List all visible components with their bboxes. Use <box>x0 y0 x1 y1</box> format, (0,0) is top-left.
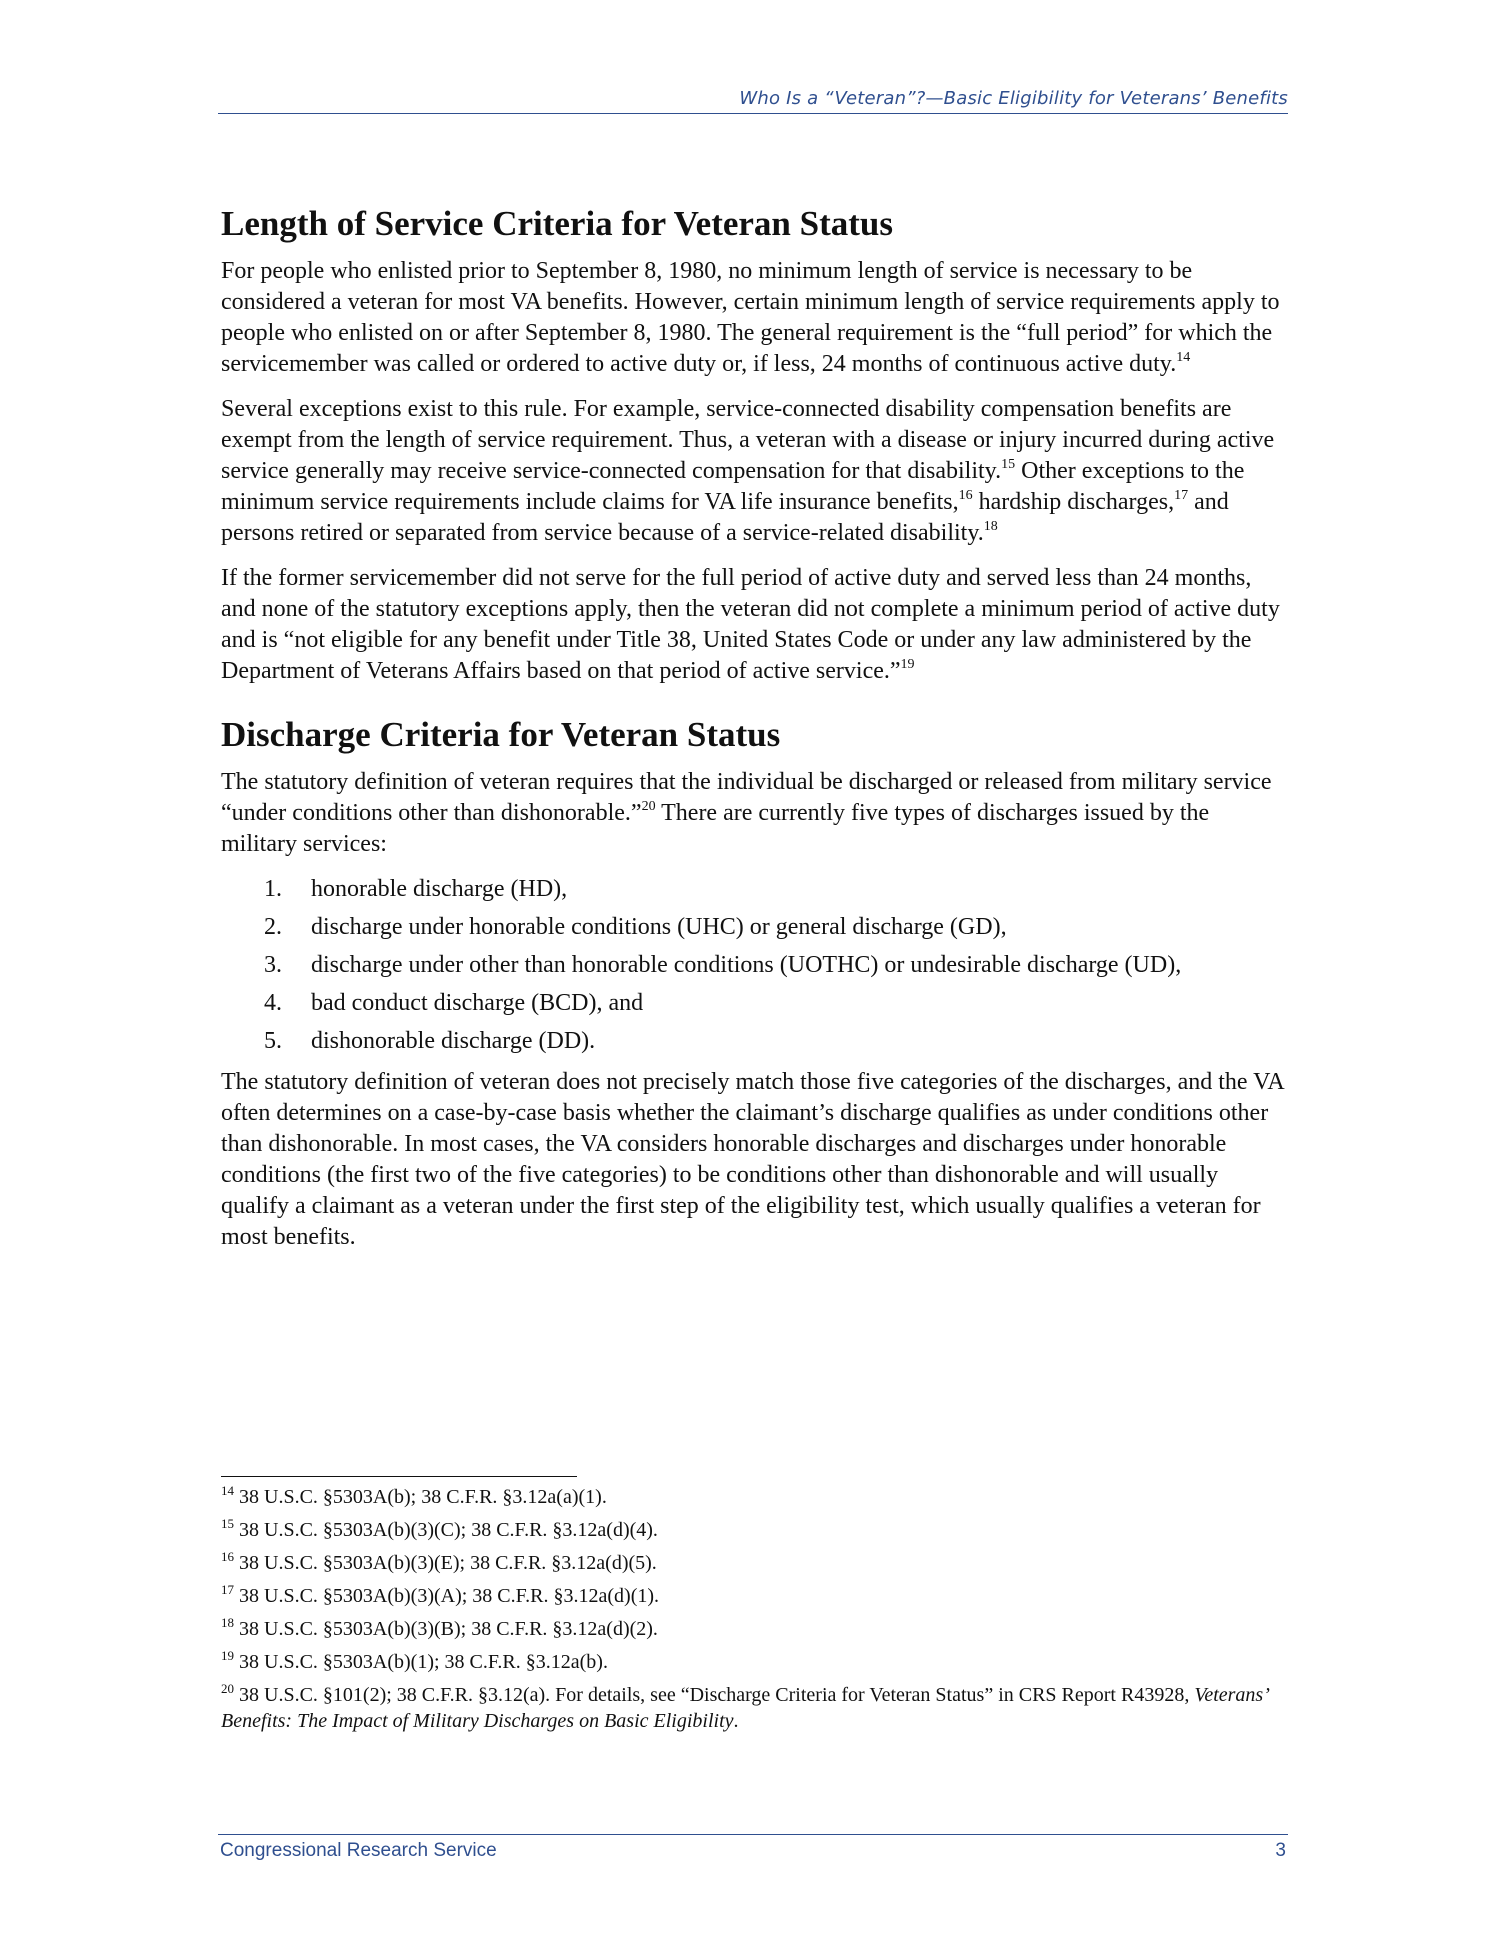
footnote-separator <box>221 1476 577 1477</box>
footnote: $^{18}$ 38 U.S.C. §5303A(b)(3)(B); 38 C.F.R. §3.12a(d)(2). <box>221 1615 658 1640</box>
footnote: $^{17}$ 38 U.S.C. §5303A(b)(3)(A); 38 C.F.R. §3.12a(d)(1). <box>221 1582 660 1607</box>
section-heading-length-of-service: Length of Service Criteria for Veteran Status <box>221 204 894 243</box>
header-rule <box>218 113 1288 114</box>
report-title-link[interactable]: Veterans’ Benefits: The Impact of Military Discharges on Basic Eligibility <box>221 1684 1268 1732</box>
section-heading-discharge-criteria: Discharge Criteria for Veteran Status <box>221 715 781 754</box>
footnote-ref[interactable]: 14 <box>1176 350 1191 365</box>
list-item: 4. bad conduct discharge (BCD), and <box>264 990 644 1016</box>
list-item: 3. discharge under other than honorable conditions (UOTHC) or undesirable discharge (UD), <box>264 952 1182 978</box>
footnote: $^{15}$ 38 U.S.C. §5303A(b)(3)(C); 38 C.F.R. §3.12a(d)(4). <box>221 1516 658 1541</box>
footnote: $^{20}$ 38 U.S.C. §101(2); 38 C.F.R. §3.12(a). For details, see “Discharge Criteria for Veteran Status” in CRS Report R43928, Veterans’ Benefits: The Impact of Military Discharges on Basic Eligibility. <box>221 1681 1268 1732</box>
discharge-types-list <box>221 874 1287 1057</box>
paragraph: Several exceptions exist to this rule. For example, service-connected disability compensation benefits are exempt from the length of service requirement. Thus, a veteran with a disease or injury incurred during active service generally may receive service-connected compensation for that disability.$^{15}$ Other exceptions to the minimum service requirements include claims for VA life insurance benefits,$^{16}$ hardship discharges,$^{17}$ and persons retired or separated from service because of a service-related disability.$^{18}$ <box>221 396 1275 546</box>
footnote: $^{19}$ 38 U.S.C. §5303A(b)(1); 38 C.F.R. §3.12a(b). <box>221 1648 608 1673</box>
footnote-ref[interactable]: 16 <box>958 488 973 503</box>
main-content <box>221 202 1287 1267</box>
list-item: 1. honorable discharge (HD), <box>264 876 568 902</box>
footer-publisher: Congressional Research Service <box>220 1840 497 1861</box>
footnote: $^{14}$ 38 U.S.C. §5303A(b); 38 C.F.R. §3.12a(a)(1). <box>221 1483 607 1508</box>
page-number: 3 <box>1275 1840 1286 1861</box>
footnote-ref[interactable]: 19 <box>900 657 915 672</box>
footnote: $^{16}$ 38 U.S.C. §5303A(b)(3)(E); 38 C.F.R. §3.12a(d)(5). <box>221 1549 657 1574</box>
paragraph: The statutory definition of veteran does not precisely match those five categories of the discharges, and the VA often determines on a case-by-case basis whether the claimant’s discharge qualifies as under conditions other than dishonorable. In most cases, the VA considers honorable discharges and discharges under honorable conditions (the first two of the five categories) to be conditions other than dishonorable and will usually qualify a claimant as a veteran under the first step of the eligibility test, which usually qualifies a veteran for most benefits. <box>221 1069 1284 1250</box>
paragraph: If the former servicemember did not serve for the full period of active duty and served less than 24 months, and none of the statutory exceptions apply, then the veteran did not complete a minimum period of active duty and is “not eligible for any benefit under Title 38, United States Code or under any law administered by the Department of Veterans Affairs based on that period of active service.”$^{19}$ <box>221 565 1280 684</box>
footnotes <box>221 1484 1287 1741</box>
running-header: Who Is a “Veteran”?—Basic Eligibility for Veterans’ Benefits <box>739 88 1288 109</box>
list-item: 5. dishonorable discharge (DD). <box>264 1028 596 1054</box>
footnote-ref[interactable]: 15 <box>1001 457 1016 472</box>
list-item: 2. discharge under honorable conditions (UHC) or general discharge (GD), <box>264 914 1007 940</box>
footnote-ref[interactable]: 20 <box>641 799 656 814</box>
paragraph: The statutory definition of veteran requires that the individual be discharged or released from military service “under conditions other than dishonorable.”$^{20}$ There are currently five types of discharges issued by the military services: <box>221 769 1272 857</box>
footer-rule <box>218 1834 1288 1835</box>
footnote-ref[interactable]: 18 <box>983 519 998 534</box>
paragraph: For people who enlisted prior to September 8, 1980, no minimum length of service is necessary to be considered a veteran for most VA benefits. However, certain minimum length of service requirements apply to people who enlisted on or after September 8, 1980. The general requirement is the “full period” for which the servicemember was called or ordered to active duty or, if less, 24 months of continuous active duty.$^{14}$ <box>221 258 1280 377</box>
footnote-ref[interactable]: 17 <box>1174 488 1189 503</box>
